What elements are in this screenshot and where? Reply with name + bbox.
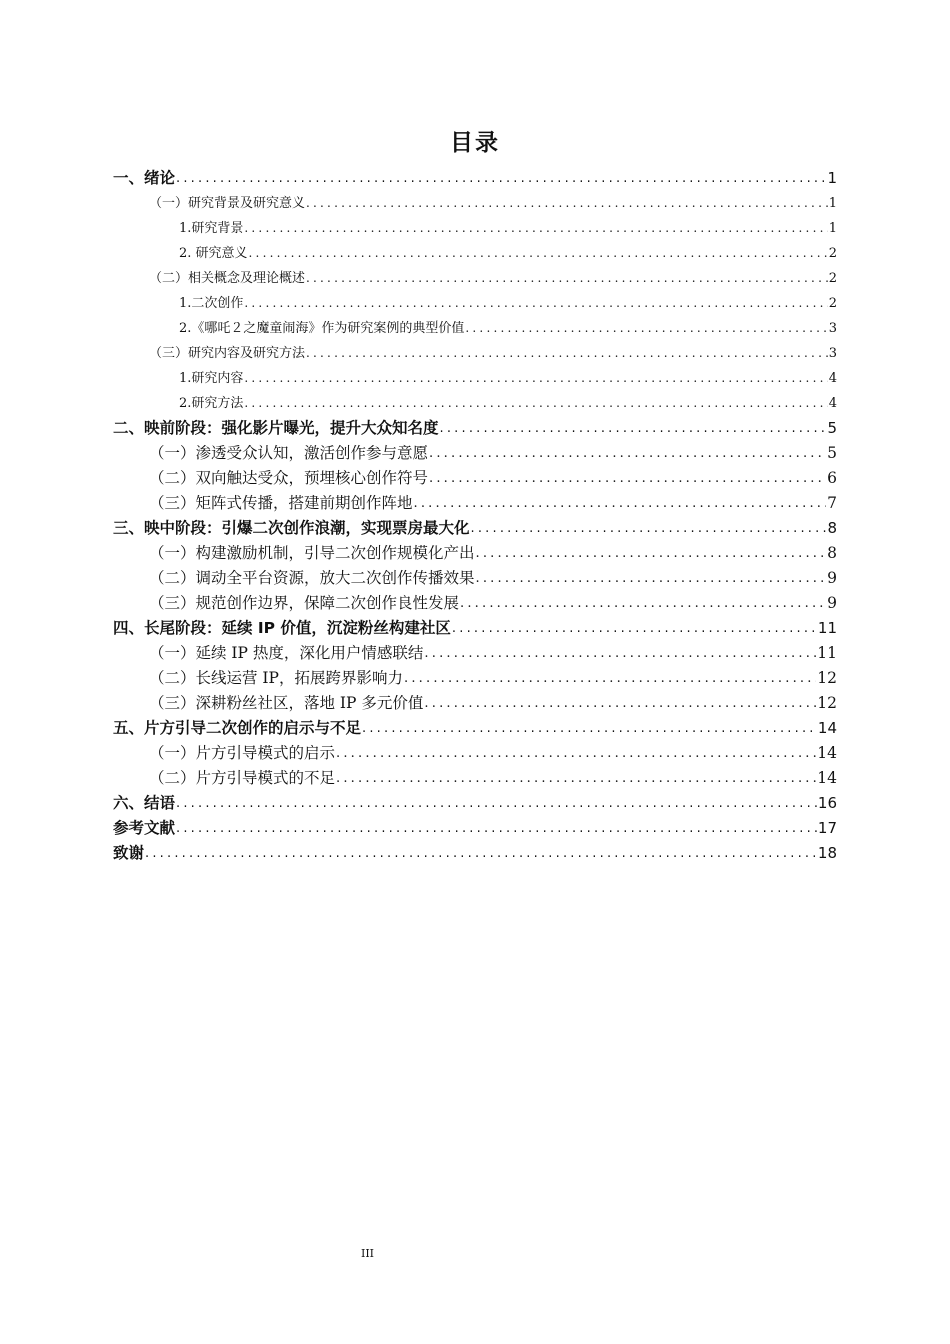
toc-entry[interactable]: [113, 516, 837, 541]
toc-entry-page: 12: [817, 669, 837, 687]
toc-leader-dots: [404, 666, 816, 691]
toc-entry-title: 一、绪论: [113, 169, 176, 187]
toc-entry-page: 5: [827, 444, 837, 462]
toc-entry-title: 2. 研究意义: [179, 246, 248, 261]
toc-leader-dots: [176, 166, 826, 191]
toc-entry[interactable]: [113, 741, 837, 766]
toc-entry-title: （三）深耕粉丝社区，落地 IP 多元价值: [149, 694, 424, 712]
toc-entry-page: 4: [828, 371, 837, 386]
toc-entry-title: （三）矩阵式传播，搭建前期创作阵地: [149, 494, 413, 512]
toc-entry[interactable]: [113, 566, 837, 591]
toc-entry[interactable]: [113, 241, 837, 266]
toc-leader-dots: [440, 416, 827, 441]
toc-entry-page: 3: [828, 321, 837, 336]
toc-entry-page: 9: [827, 594, 837, 612]
toc-entry-page: 7: [827, 494, 837, 512]
toc-entry-title: （二）调动全平台资源，放大二次创作传播效果: [149, 569, 475, 587]
toc-entry-page: 14: [817, 769, 837, 787]
toc-leader-dots: [176, 791, 817, 816]
toc-entry-title: （二）长线运营 IP，拓展跨界影响力: [149, 669, 403, 687]
toc-leader-dots: [306, 266, 828, 291]
toc-entry-title: 四、长尾阶段：延续 IP 价值，沉淀粉丝构建社区: [113, 619, 451, 637]
page-number: III: [360, 1247, 375, 1260]
toc-entry-title: （二）相关概念及理论概述: [149, 271, 306, 286]
toc-entry-title: 1.研究背景: [179, 221, 244, 236]
toc-leader-dots: [471, 516, 827, 541]
toc-entry-page: 6: [827, 469, 837, 487]
toc-leader-dots: [306, 191, 828, 216]
toc-leader-dots: [424, 691, 816, 716]
toc-entry[interactable]: [113, 266, 837, 291]
toc-entry[interactable]: [113, 616, 837, 641]
toc-entry-page: 4: [828, 396, 837, 411]
toc-leader-dots: [244, 366, 827, 391]
toc-entry-title: （一）渗透受众认知，激活创作参与意愿: [149, 444, 429, 462]
toc-entry[interactable]: [113, 366, 837, 391]
toc-entry[interactable]: [113, 391, 837, 416]
toc-entry[interactable]: [113, 191, 837, 216]
toc-entry-page: 8: [827, 544, 837, 562]
toc-entry[interactable]: [113, 216, 837, 241]
toc-entry-page: 3: [828, 346, 837, 361]
toc-entry-page: 1: [828, 196, 837, 211]
toc-entry[interactable]: [113, 841, 837, 866]
toc-entry[interactable]: [113, 791, 837, 816]
toc-leader-dots: [476, 566, 827, 591]
toc-entry-page: 16: [817, 794, 837, 812]
toc-entry[interactable]: [113, 491, 837, 516]
toc-entry[interactable]: [113, 291, 837, 316]
toc-entry-title: 二、映前阶段：强化影片曝光，提升大众知名度: [113, 419, 439, 437]
toc-entry[interactable]: [113, 166, 837, 191]
toc-entry[interactable]: [113, 316, 837, 341]
toc-entry-title: （二）双向触达受众，预埋核心创作符号: [149, 469, 429, 487]
toc-leader-dots: [362, 716, 817, 741]
toc-entry-page: 2: [828, 246, 837, 261]
toc-entry[interactable]: [113, 416, 837, 441]
toc-leader-dots: [249, 241, 828, 266]
toc-entry-page: 18: [817, 844, 837, 862]
toc-entry[interactable]: [113, 591, 837, 616]
toc-entry[interactable]: [113, 666, 837, 691]
toc-entry-title: 1.研究内容: [179, 371, 244, 386]
table-of-contents: [113, 166, 837, 866]
toc-leader-dots: [244, 391, 827, 416]
toc-entry-page: 2: [828, 271, 837, 286]
toc-entry[interactable]: [113, 541, 837, 566]
toc-leader-dots: [244, 291, 827, 316]
toc-entry-title: （三）研究内容及研究方法: [149, 346, 306, 361]
toc-entry-title: 2.研究方法: [179, 396, 244, 411]
toc-leader-dots: [452, 616, 817, 641]
toc-entry-page: 2: [828, 296, 837, 311]
toc-entry-title: 2.《哪吒２之魔童闹海》作为研究案例的典型价值: [179, 321, 465, 336]
toc-entry-title: 参考文献: [113, 819, 176, 837]
toc-entry-page: 12: [817, 694, 837, 712]
toc-leader-dots: [460, 591, 826, 616]
toc-entry-page: 14: [817, 744, 837, 762]
toc-entry[interactable]: [113, 716, 837, 741]
toc-leader-dots: [306, 341, 828, 366]
toc-leader-dots: [336, 741, 816, 766]
toc-entry[interactable]: [113, 691, 837, 716]
toc-leader-dots: [414, 491, 827, 516]
toc-leader-dots: [429, 441, 826, 466]
toc-entry-page: 17: [817, 819, 837, 837]
toc-leader-dots: [244, 216, 827, 241]
toc-entry-title: （一）研究背景及研究意义: [149, 196, 306, 211]
toc-entry-page: 11: [817, 619, 837, 637]
toc-entry[interactable]: [113, 641, 837, 666]
toc-entry-title: 三、映中阶段：引爆二次创作浪潮，实现票房最大化: [113, 519, 470, 537]
toc-entry[interactable]: [113, 766, 837, 791]
toc-entry-title: 1.二次创作: [179, 296, 244, 311]
toc-entry-page: 8: [827, 519, 837, 537]
toc-entry-page: 5: [827, 419, 837, 437]
toc-entry-title: （一）延续 IP 热度，深化用户情感联结: [149, 644, 424, 662]
toc-entry[interactable]: [113, 816, 837, 841]
toc-entry-page: 1: [828, 221, 837, 236]
toc-entry-title: 六、结语: [113, 794, 176, 812]
toc-entry-title: 致谢: [113, 844, 145, 862]
toc-leader-dots: [476, 541, 827, 566]
toc-entry-title: （一）片方引导模式的启示: [149, 744, 336, 762]
toc-entry-title: （一）构建激励机制，引导二次创作规模化产出: [149, 544, 475, 562]
toc-title: 目录: [450, 130, 500, 156]
toc-leader-dots: [336, 766, 816, 791]
toc-entry-title: （二）片方引导模式的不足: [149, 769, 336, 787]
toc-entry[interactable]: [113, 441, 837, 466]
toc-entry-title: 五、片方引导二次创作的启示与不足: [113, 719, 362, 737]
toc-leader-dots: [429, 466, 826, 491]
toc-entry[interactable]: [113, 466, 837, 491]
toc-entry-page: 1: [827, 169, 837, 187]
toc-leader-dots: [176, 816, 817, 841]
toc-entry[interactable]: [113, 341, 837, 366]
toc-leader-dots: [465, 316, 827, 341]
toc-entry-page: 11: [817, 644, 837, 662]
toc-entry-page: 9: [827, 569, 837, 587]
toc-leader-dots: [424, 641, 816, 666]
toc-entry-title: （三）规范创作边界，保障二次创作良性发展: [149, 594, 460, 612]
toc-leader-dots: [145, 841, 817, 866]
toc-entry-page: 14: [817, 719, 837, 737]
